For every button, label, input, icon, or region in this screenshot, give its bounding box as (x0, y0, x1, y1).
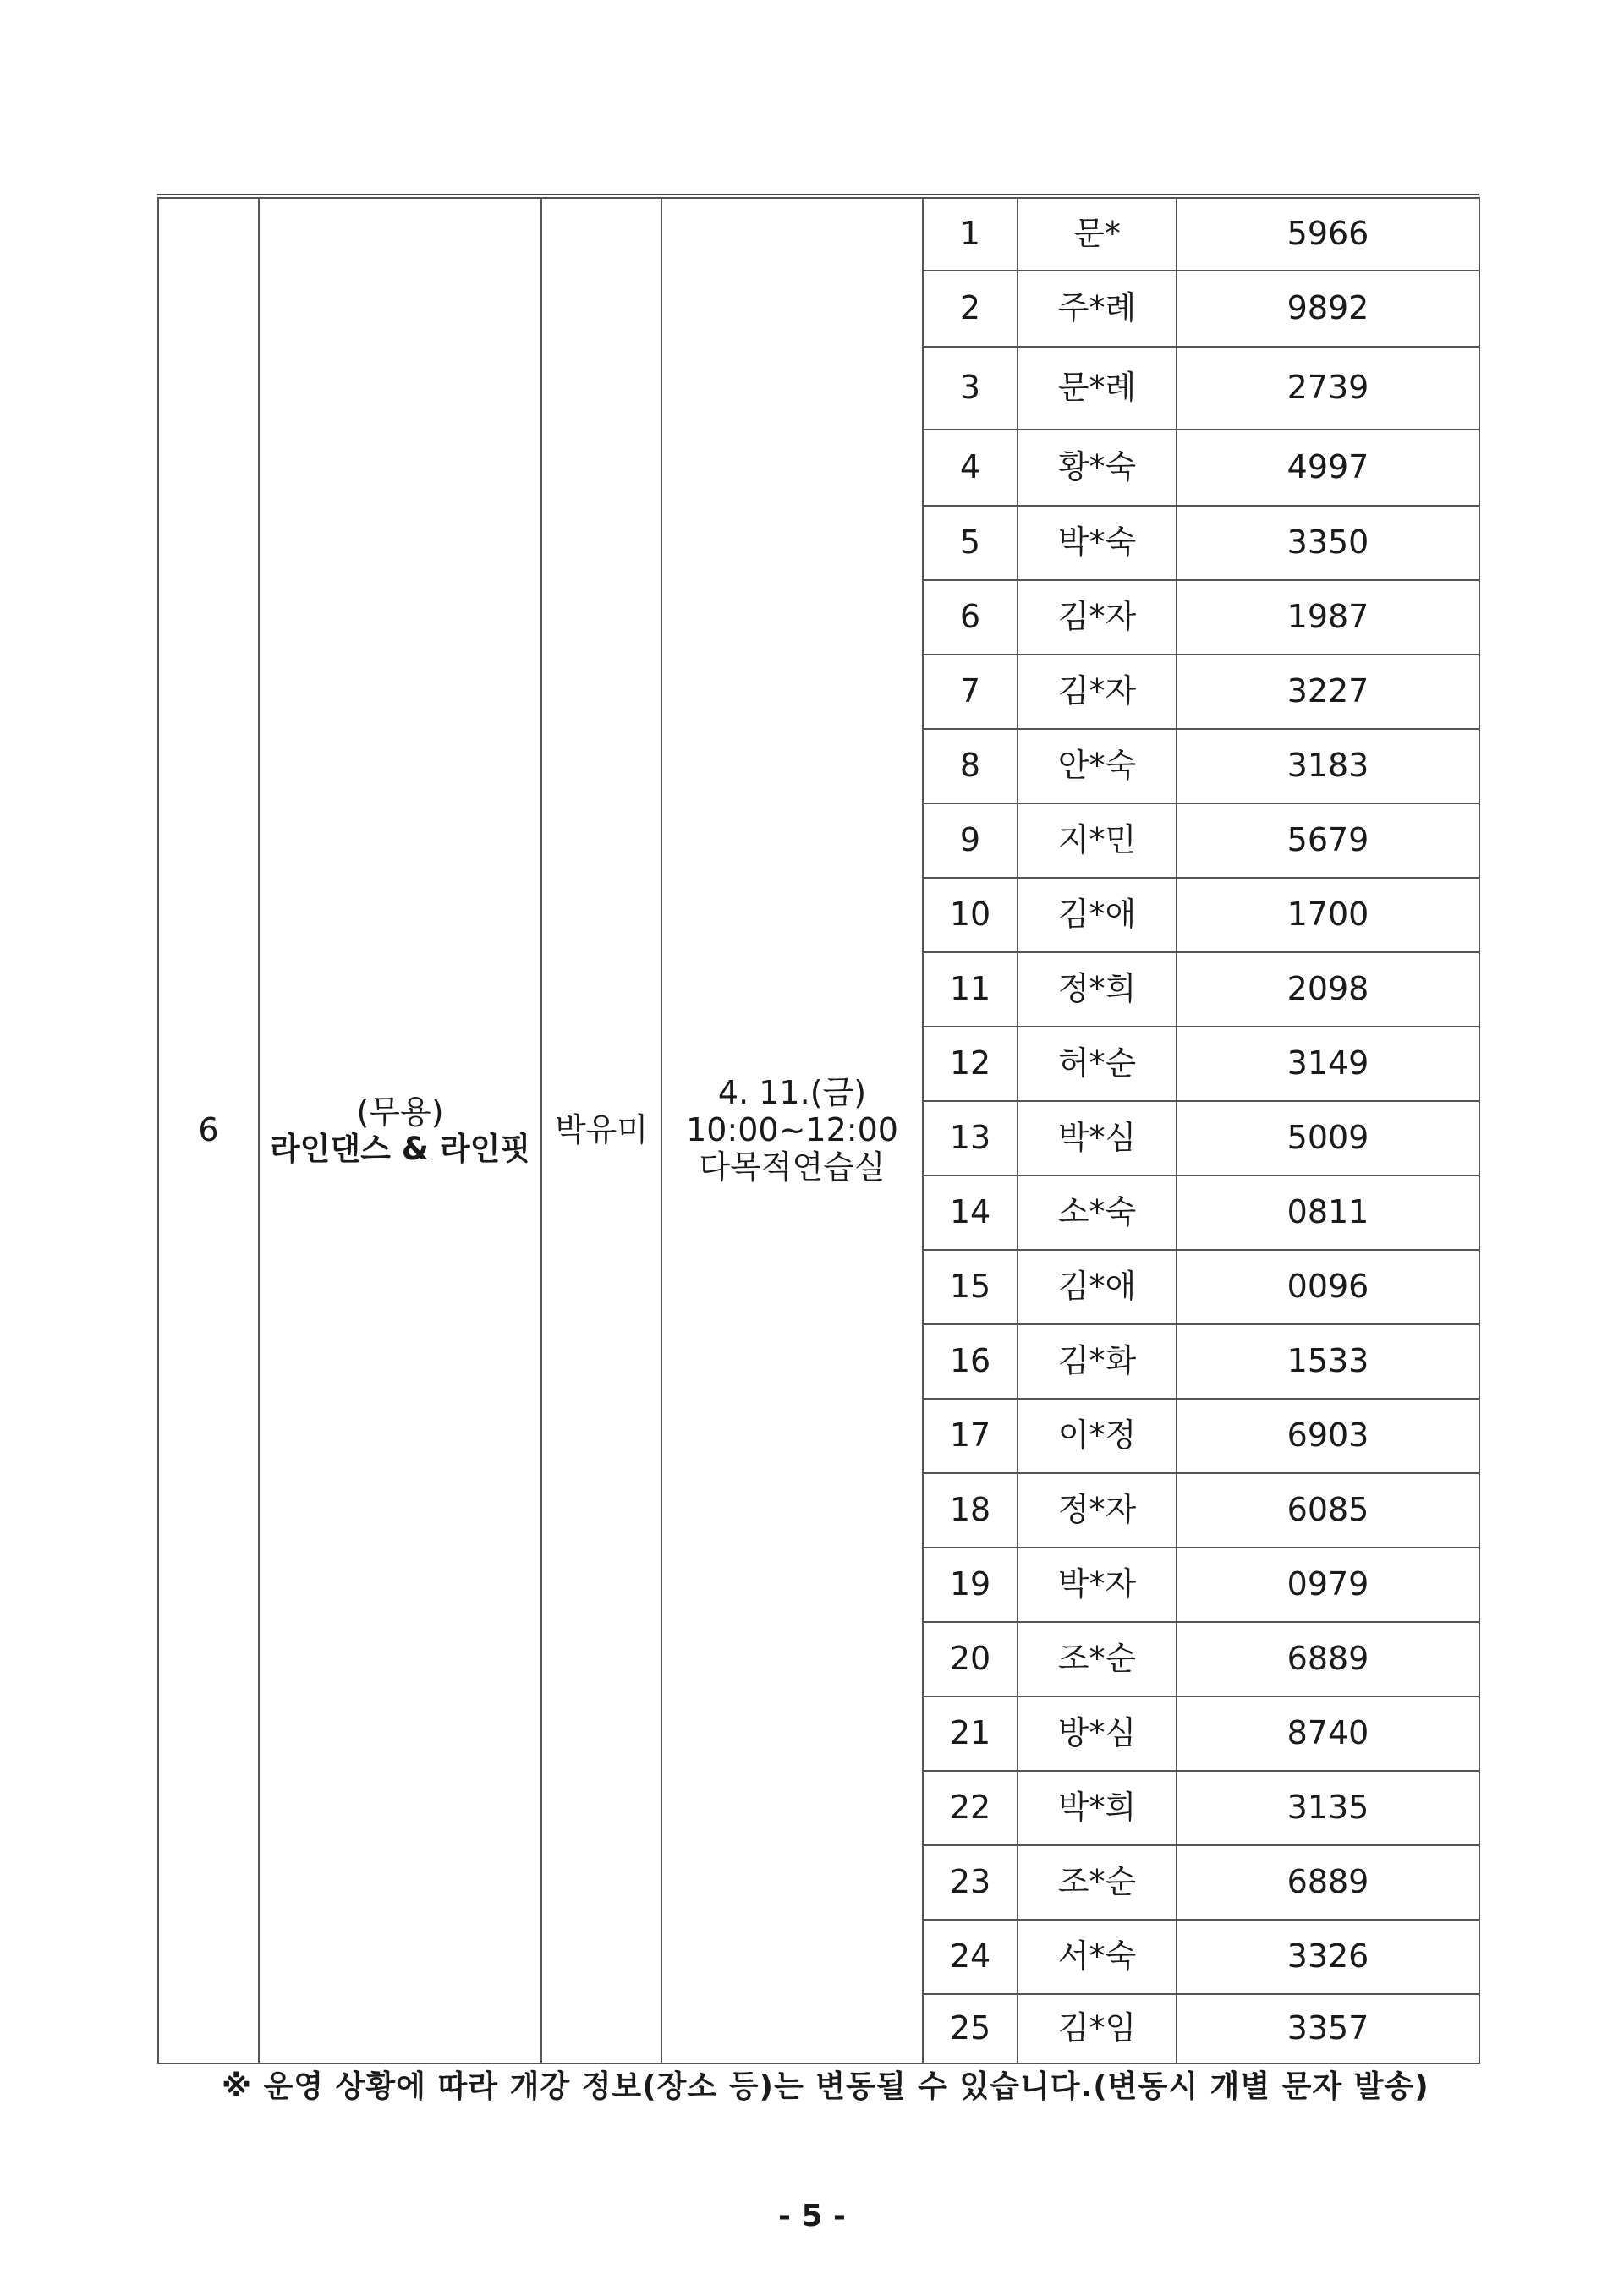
participant-phone-suffix: 2739 (1177, 347, 1479, 430)
participant-number: 22 (923, 1771, 1018, 1845)
participant-phone-suffix: 1533 (1177, 1324, 1479, 1399)
participant-number: 10 (923, 878, 1018, 952)
participant-name: 박*희 (1018, 1771, 1177, 1845)
change-notice: ※ 운영 상황에 따라 개강 정보(장소 등)는 변동될 수 있습니다.(변동시 개별 문자 발송) (222, 2069, 1429, 2104)
participant-number: 19 (923, 1548, 1018, 1622)
participant-name: 안*숙 (1018, 729, 1177, 803)
participant-number: 20 (923, 1622, 1018, 1696)
schedule-cell (661, 198, 923, 2063)
participant-name: 김*애 (1018, 1250, 1177, 1324)
course-room: 다목적연습실 (699, 1148, 886, 1186)
participant-name: 허*순 (1018, 1027, 1177, 1101)
participant-phone-suffix: 6903 (1177, 1399, 1479, 1473)
page-number: - 5 - (778, 2199, 846, 2233)
participant-number: 11 (923, 952, 1018, 1027)
participant-number: 2 (923, 271, 1018, 347)
instructor-cell (541, 198, 661, 2063)
participant-phone-suffix: 6889 (1177, 1622, 1479, 1696)
instructor-name: 박유미 (554, 1111, 649, 1149)
course-category: (무용) (356, 1093, 444, 1131)
participant-phone-suffix: 3135 (1177, 1771, 1479, 1845)
course-number-cell (158, 198, 259, 2063)
participant-number: 6 (923, 580, 1018, 655)
participant-name: 서*숙 (1018, 1920, 1177, 1994)
participant-number: 5 (923, 506, 1018, 580)
participant-phone-suffix: 3357 (1177, 1994, 1479, 2063)
participant-phone-suffix: 3183 (1177, 729, 1479, 803)
participant-number: 9 (923, 803, 1018, 878)
participant-phone-suffix: 5679 (1177, 803, 1479, 878)
participant-phone-suffix: 8740 (1177, 1696, 1479, 1771)
participant-phone-suffix: 5966 (1177, 198, 1479, 271)
participant-name: 문* (1018, 198, 1177, 271)
participant-phone-suffix: 0979 (1177, 1548, 1479, 1622)
participant-phone-suffix: 3326 (1177, 1920, 1479, 1994)
participant-name: 박*심 (1018, 1101, 1177, 1175)
participant-name: 조*순 (1018, 1622, 1177, 1696)
participant-number: 15 (923, 1250, 1018, 1324)
participant-number: 24 (923, 1920, 1018, 1994)
participant-phone-suffix: 3350 (1177, 506, 1479, 580)
participant-name: 조*순 (1018, 1845, 1177, 1920)
participant-phone-suffix: 1987 (1177, 580, 1479, 655)
participant-name: 김*화 (1018, 1324, 1177, 1399)
participant-name: 방*심 (1018, 1696, 1177, 1771)
participant-number: 16 (923, 1324, 1018, 1399)
participant-name: 문*례 (1018, 347, 1177, 430)
participant-number: 1 (923, 198, 1018, 271)
participant-number: 17 (923, 1399, 1018, 1473)
course-number: 6 (198, 1111, 219, 1149)
participant-phone-suffix: 1700 (1177, 878, 1479, 952)
participant-phone-suffix: 0096 (1177, 1250, 1479, 1324)
participant-number: 4 (923, 430, 1018, 506)
participant-number: 18 (923, 1473, 1018, 1548)
participant-name: 소*숙 (1018, 1175, 1177, 1250)
participant-number: 7 (923, 655, 1018, 729)
participant-name: 김*자 (1018, 655, 1177, 729)
table-row (158, 198, 1479, 271)
course-date: 4. 11.(금) (717, 1074, 867, 1112)
roster-body (158, 198, 1479, 2063)
participant-name: 지*민 (1018, 803, 1177, 878)
participant-name: 황*숙 (1018, 430, 1177, 506)
course-time: 10:00~12:00 (686, 1111, 898, 1149)
participant-number: 13 (923, 1101, 1018, 1175)
participant-phone-suffix: 3149 (1177, 1027, 1479, 1101)
table-top-rule (157, 194, 1479, 195)
participant-number: 12 (923, 1027, 1018, 1101)
participant-name: 정*자 (1018, 1473, 1177, 1548)
participant-phone-suffix: 2098 (1177, 952, 1479, 1027)
participant-number: 25 (923, 1994, 1018, 2063)
participant-name: 박*자 (1018, 1548, 1177, 1622)
participant-number: 8 (923, 729, 1018, 803)
participant-phone-suffix: 6085 (1177, 1473, 1479, 1548)
participant-phone-suffix: 9892 (1177, 271, 1479, 347)
course-name: 라인댄스 & 라인핏 (269, 1130, 531, 1167)
participant-phone-suffix: 3227 (1177, 655, 1479, 729)
participant-name: 김*임 (1018, 1994, 1177, 2063)
participant-phone-suffix: 4997 (1177, 430, 1479, 506)
participant-name: 김*애 (1018, 878, 1177, 952)
participant-roster-table (157, 197, 1480, 2064)
course-title-cell (259, 198, 541, 2063)
participant-name: 박*숙 (1018, 506, 1177, 580)
participant-name: 이*정 (1018, 1399, 1177, 1473)
participant-number: 23 (923, 1845, 1018, 1920)
participant-name: 주*례 (1018, 271, 1177, 347)
participant-name: 정*희 (1018, 952, 1177, 1027)
participant-name: 김*자 (1018, 580, 1177, 655)
participant-phone-suffix: 0811 (1177, 1175, 1479, 1250)
participant-phone-suffix: 5009 (1177, 1101, 1479, 1175)
participant-number: 21 (923, 1696, 1018, 1771)
participant-number: 3 (923, 347, 1018, 430)
participant-number: 14 (923, 1175, 1018, 1250)
participant-phone-suffix: 6889 (1177, 1845, 1479, 1920)
